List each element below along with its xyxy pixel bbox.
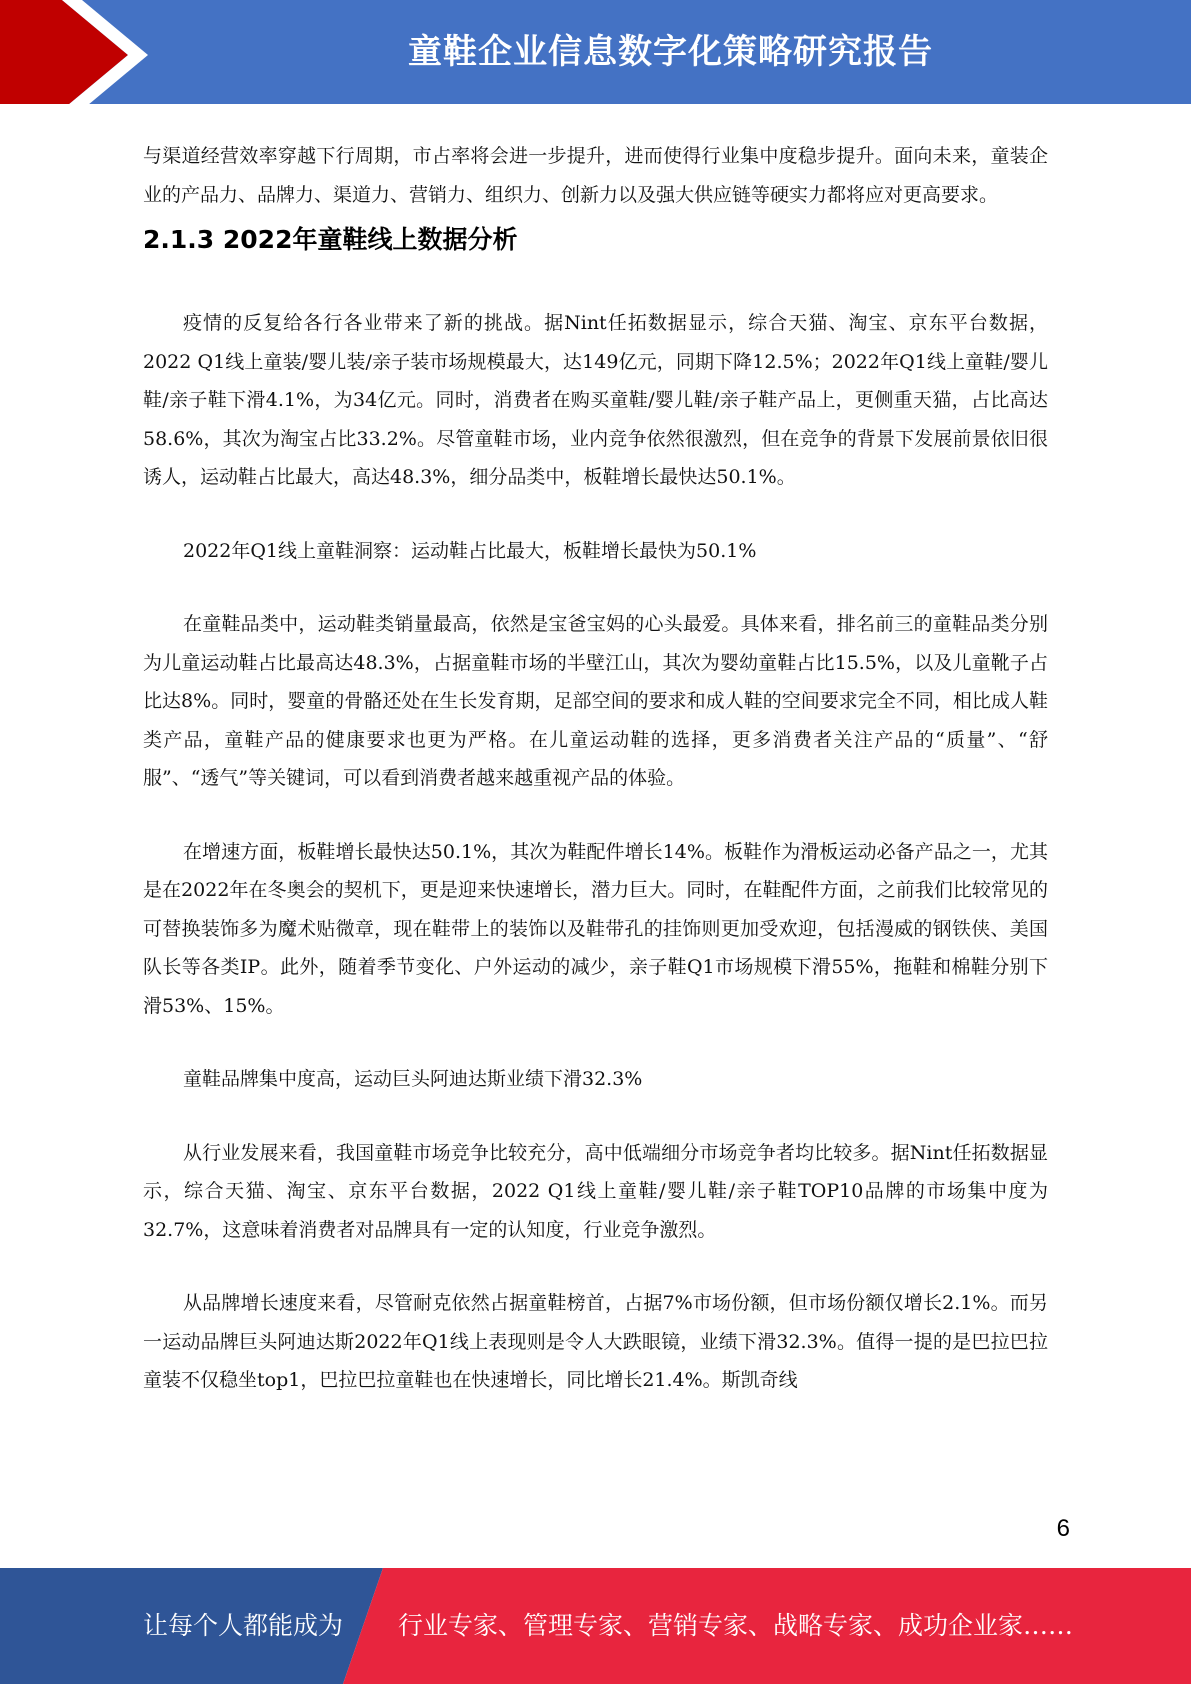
paragraph-1: 疫情的反复给各行各业带来了新的挑战。据Nint任拓数据显示，综合天猫、淘宝、京东平台数据，2022 Q1线上童装/婴儿装/亲子装市场规模最大，达149亿元，同期下降12.5%；2022年Q1线上童鞋/婴儿鞋/亲子鞋下滑4.1%，为34亿元。同时，消费者在购买童鞋/婴儿鞋/亲子鞋产品上，更侧重天猫，占比高达58.6%，其次为淘宝占比33.2%。尽管童鞋市场，业内竞争依然很激烈，但在竞争的背景下发展前景依旧很诱人，运动鞋占比最大，高达48.3%，细分品类中，板鞋增长最快达50.1%。 [143,312,1048,488]
header-red-arrow [0,0,128,110]
subtitle-1: 2022年Q1线上童鞋洞察：运动鞋占比最大，板鞋增长最快为50.1% [183,539,757,562]
paragraph-4: 从行业发展来看，我国童鞋市场竞争比较充分，高中低端细分市场竞争者均比较多。据Nint任拓数据显示，综合天猫、淘宝、京东平台数据，2022 Q1线上童鞋/婴儿鞋/亲子鞋TOP10品牌的市场集中度为32.7%，这意味着消费者对品牌具有一定的认知度，行业竞争激烈。 [143,1141,1048,1241]
header-white-underline [0,104,1191,110]
page-number: 6 [1056,1515,1070,1542]
footer-slogan-left: 让每个人都能成为 [143,1611,344,1640]
page-content [143,137,1048,1400]
section-heading: 2.1.3 2022年童鞋线上数据分析 [143,225,518,254]
paragraph-5: 从品牌增长速度来看，尽管耐克依然占据童鞋榜首，占据7%市场份额，但市场份额仅增长2.1%。而另一运动品牌巨头阿迪达斯2022年Q1线上表现则是令人大跌眼镜，业绩下滑32.3%。值得一提的是巴拉巴拉童装不仅稳坐top1，巴拉巴拉童鞋也在快速增长，同比增长21.4%。斯凯奇线 [143,1292,1048,1391]
report-title: 童鞋企业信息数字化策略研究报告 [408,32,933,72]
page-header-band [0,0,1191,110]
subtitle-2: 童鞋品牌集中度高，运动巨头阿迪达斯业绩下滑32.3% [183,1068,643,1090]
paragraph-2: 在童鞋品类中，运动鞋类销量最高，依然是宝爸宝妈的心头最爱。具体来看，排名前三的童鞋品类分别为儿童运动鞋占比最高达48.3%，占据童鞋市场的半壁江山，其次为婴幼童鞋占比15.5%，以及儿童靴子占比达8%。同时，婴童的骨骼还处在生长发育期，足部空间的要求和成人鞋的空间要求完全不同，相比成人鞋类产品，童鞋产品的健康要求也更为严格。在儿童运动鞋的选择，更多消费者关注产品的“质量”、“舒服”、“透气”等关键词，可以看到消费者越来越重视产品的体验。 [143,613,1048,789]
intro-paragraph: 与渠道经营效率穿越下行周期，市占率将会进一步提升，进而使得行业集中度稳步提升。面向未来，童装企业的产品力、品牌力、渠道力、营销力、组织力、创新力以及强大供应链等硬实力都将应对更高要求。 [143,145,1048,206]
paragraph-3: 在增速方面，板鞋增长最快达50.1%，其次为鞋配件增长14%。板鞋作为滑板运动必备产品之一，尤其是在2022年在冬奥会的契机下，更是迎来快速增长，潜力巨大。同时，在鞋配件方面，之前我们比较常见的可替换装饰多为魔术贴微章，现在鞋带上的装饰以及鞋带孔的挂饰则更加受欢迎，包括漫威的钢铁侠、美国队长等各类IP。此外，随着季节变化、户外运动的减少，亲子鞋Q1市场规模下滑55%，拖鞋和棉鞋分别下滑53%、15%。 [143,840,1048,1017]
footer-slogan-right: 行业专家、管理专家、营销专家、战略专家、成功企业家…… [398,1611,1074,1640]
page-footer-band [0,1568,1191,1684]
